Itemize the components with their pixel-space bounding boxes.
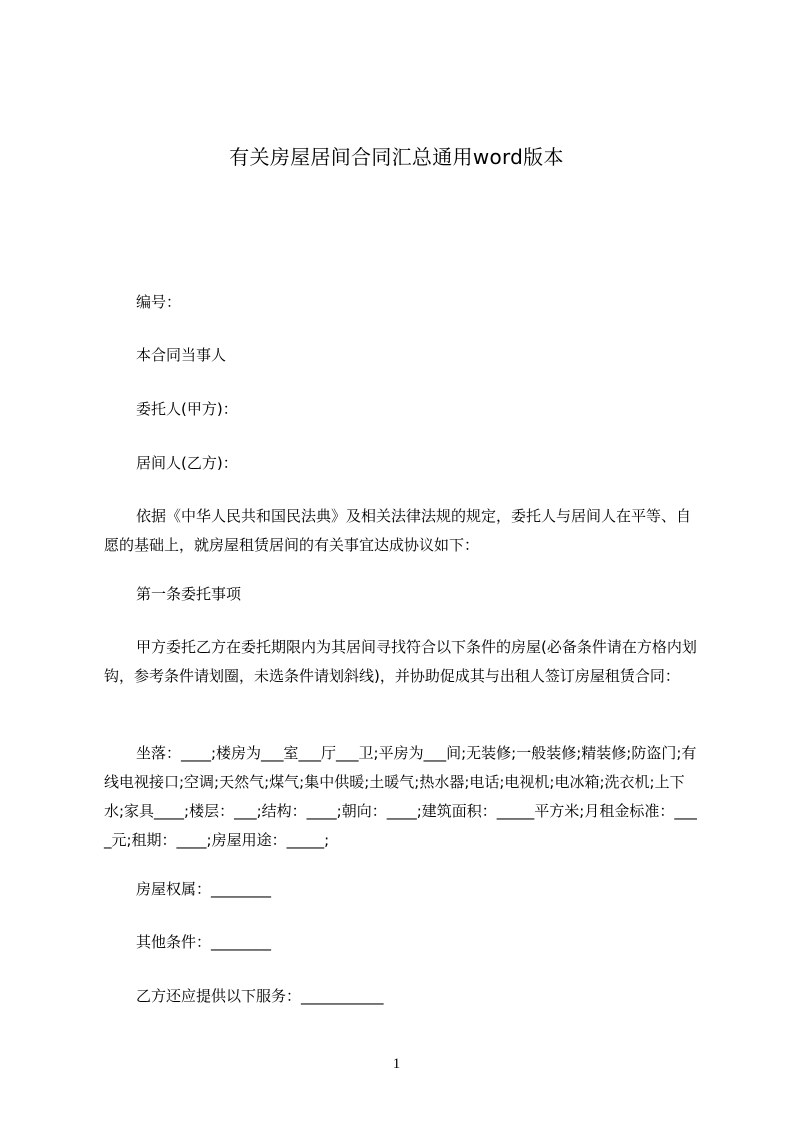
parties-heading: 本合同当事人 bbox=[136, 346, 227, 364]
contract-number-line: 编号： bbox=[136, 293, 182, 311]
property-conditions-paragraph: 坐落：____;楼房为___室___厅___卫;平房为___间;无装修;一般装修;精装修;防盗门;有线电视接口;空调;天然气;煤气;集中供暖;土暖气;热水器;电话;电视机;电冰箱;洗衣机;上下水;家具____;楼层：___;结构：____;朝向：____;建筑面积：_____平方米;月租金标准：____元;租期：____;房屋用途：_____; bbox=[104, 744, 697, 849]
other-conditions-line: 其他条件：________ bbox=[136, 933, 272, 951]
ownership-line: 房屋权属：________ bbox=[136, 880, 272, 898]
client-party-line: 委托人(甲方)： bbox=[136, 400, 238, 418]
page-number: 1 bbox=[392, 1056, 401, 1072]
broker-party-line: 居间人(乙方)： bbox=[136, 454, 238, 472]
article-1-heading: 第一条委托事项 bbox=[136, 585, 242, 603]
legal-basis-paragraph: 依据《中华人民共和国民法典》及相关法律法规的规定，委托人与居间人在平等、自愿的基础上，就房屋租赁居间的有关事宜达成协议如下： bbox=[104, 507, 692, 554]
entrustment-paragraph: 甲方委托乙方在委托期限内为其居间寻找符合以下条件的房屋(必备条件请在方格内划钩，参考条件请划圈，未选条件请划斜线)，并协助促成其与出租人签订房屋租赁合同： bbox=[104, 638, 697, 685]
services-line: 乙方还应提供以下服务：___________ bbox=[136, 987, 384, 1005]
document-title: 有关房屋居间合同汇总通用word版本 bbox=[229, 145, 564, 169]
